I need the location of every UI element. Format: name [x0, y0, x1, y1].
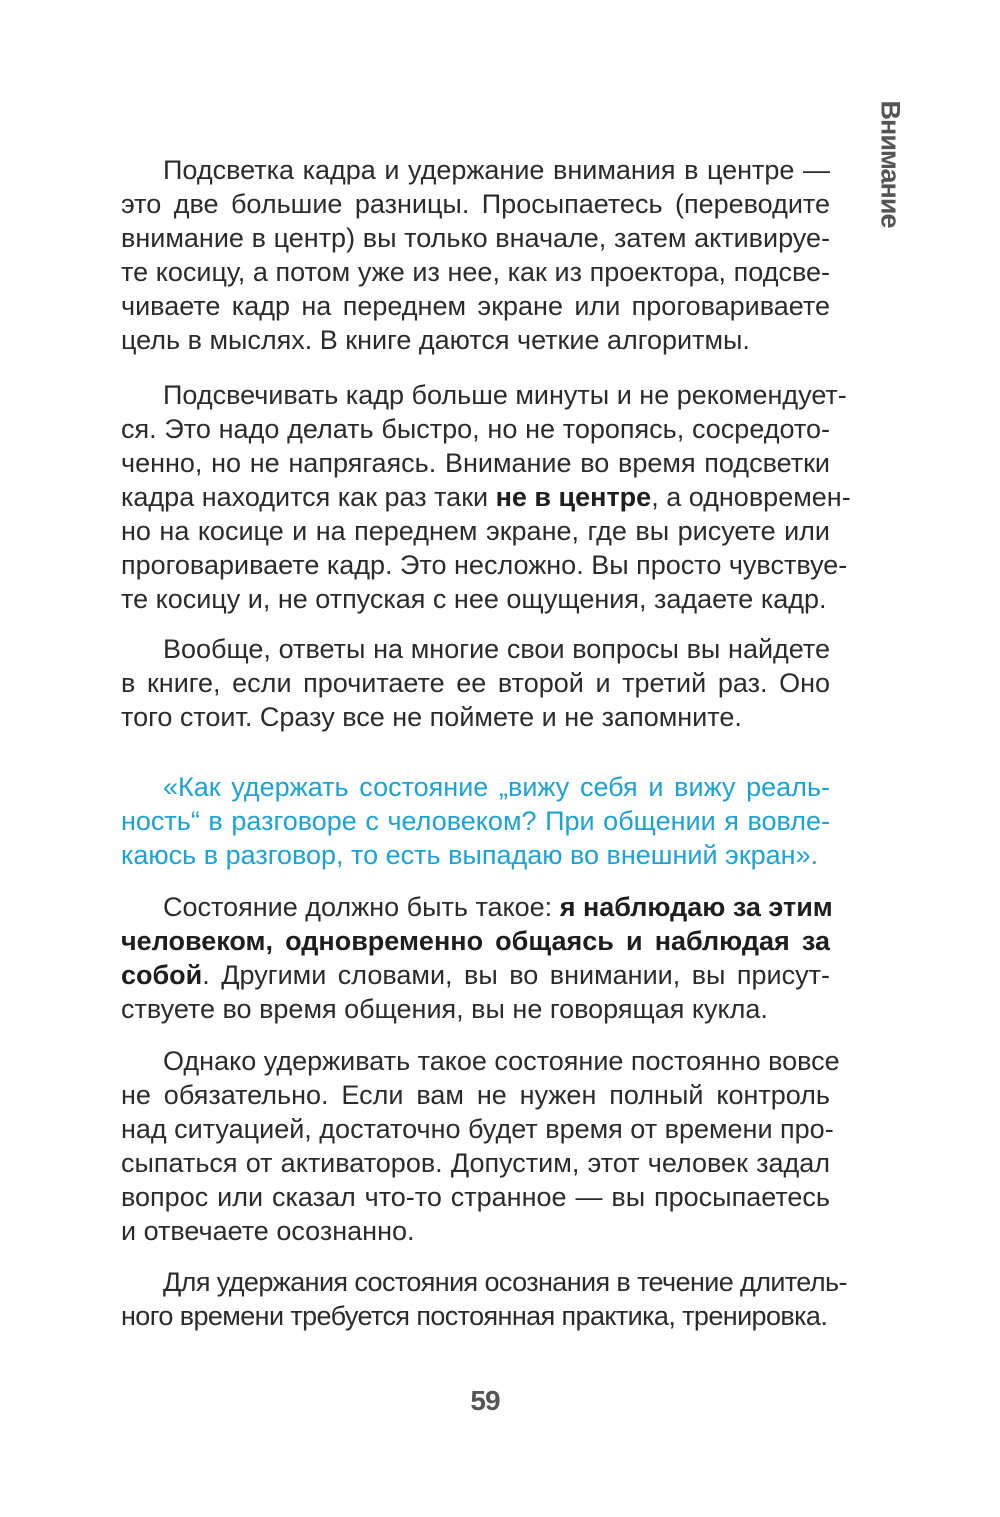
text-line — [121, 992, 830, 1026]
text-run: цель в мыслях. В книге даются четкие алгоритмы. — [121, 325, 750, 355]
text-run: над ситуацией, достаточно будет время от времени про- — [121, 1114, 834, 1144]
text-run: сыпаться от активаторов. Допустим, этот человек задал — [121, 1148, 830, 1178]
text-run: ченно, но не напрягаясь. Внимание во время подсветки — [121, 448, 830, 478]
text-line — [121, 153, 830, 187]
text-line — [121, 446, 830, 480]
text-line — [121, 958, 830, 992]
text-run: проговариваете кадр. Это несложно. Вы просто чувствуе- — [121, 550, 848, 580]
text-line — [121, 1146, 830, 1180]
bold-text: я наблюдаю за этим — [559, 892, 833, 922]
text-line — [121, 412, 830, 446]
text-line — [121, 548, 848, 582]
text-line — [121, 1299, 830, 1333]
text-run: это две большие разницы. Просыпаетесь (переводите — [121, 189, 830, 219]
text-line — [121, 700, 830, 734]
text-run: Состояние должно быть такое: — [163, 892, 560, 922]
text-line — [121, 1265, 847, 1299]
text-line — [121, 221, 830, 255]
text-run: Однако удерживать такое состояние постоянно вовсе — [163, 1046, 840, 1076]
text-line — [121, 323, 830, 357]
page-number: 59 — [470, 1385, 500, 1416]
text-line — [121, 480, 851, 514]
text-line — [121, 632, 830, 666]
text-run: ствуете во время общения, вы не говорящая кукла. — [121, 994, 768, 1024]
text-line — [121, 378, 847, 412]
text-line — [121, 1180, 830, 1214]
text-line — [121, 514, 830, 548]
text-line — [121, 770, 830, 804]
text-run: вопрос или сказал что-то странное — вы просыпаетесь — [121, 1182, 830, 1212]
text-run: кадра находится как раз таки — [121, 482, 496, 512]
text-line — [121, 890, 833, 924]
bold-text: собой — [121, 960, 203, 990]
text-run: ного времени требуется постоянная практика, тренировка. — [121, 1301, 828, 1331]
text-run: те косицу и, не отпуская с нее ощущения, задаете кадр. — [121, 584, 827, 614]
text-line — [121, 838, 830, 872]
text-line — [121, 924, 830, 958]
text-run: чиваете кадр на переднем экране или проговариваете — [121, 291, 830, 321]
text-run: Для удержания состояния осознания в течение длитель- — [163, 1267, 847, 1297]
text-line — [121, 666, 830, 700]
text-line — [121, 1044, 840, 1078]
text-line — [121, 1112, 834, 1146]
text-run: Вообще, ответы на многие свои вопросы вы найдете — [163, 634, 830, 664]
bold-text: человеком, одновременно общаясь и наблюдая за — [121, 926, 830, 956]
text-run: ность“ в разговоре с человеком? При общении я вовле- — [121, 806, 830, 836]
text-line — [121, 804, 830, 838]
text-run: в книге, если прочитаете ее второй и третий раз. Оно — [121, 668, 830, 698]
section-tab-label: Внимание — [875, 100, 906, 228]
text-run: того стоит. Сразу все не поймете и не запомните. — [121, 702, 742, 732]
text-line — [121, 187, 830, 221]
text-run: каюсь в разговор, то есть выпадаю во внешний экран». — [121, 840, 819, 870]
text-run: ся. Это надо делать быстро, но не торопясь, сосредото- — [121, 414, 830, 444]
text-run: и отвечаете осознанно. — [121, 1216, 415, 1246]
text-line — [121, 289, 830, 323]
text-run: , а одновремен- — [651, 482, 851, 512]
text-line — [121, 1078, 830, 1112]
text-line — [121, 582, 830, 616]
text-run: те косицу, а потом уже из нее, как из проектора, подсве- — [121, 257, 830, 287]
text-line — [121, 1214, 830, 1248]
bold-text: не в центре — [495, 482, 652, 512]
text-run: Подсвечивать кадр больше минуты и не рекомендует- — [163, 380, 847, 410]
text-run: «Как удержать состояние „вижу себя и вижу реаль- — [163, 772, 830, 802]
text-run: . Другими словами, вы во внимании, вы присут- — [202, 960, 830, 990]
text-run: внимание в центр) вы только вначале, затем активируе- — [121, 223, 830, 253]
text-run: но на косице и на переднем экране, где вы рисуете или — [121, 516, 830, 546]
section-side-tab — [860, 100, 920, 228]
text-run: не обязательно. Если вам не нужен полный контроль — [121, 1080, 830, 1110]
text-run: Подсветка кадра и удержание внимания в центре — — [163, 155, 830, 185]
text-line — [121, 255, 830, 289]
